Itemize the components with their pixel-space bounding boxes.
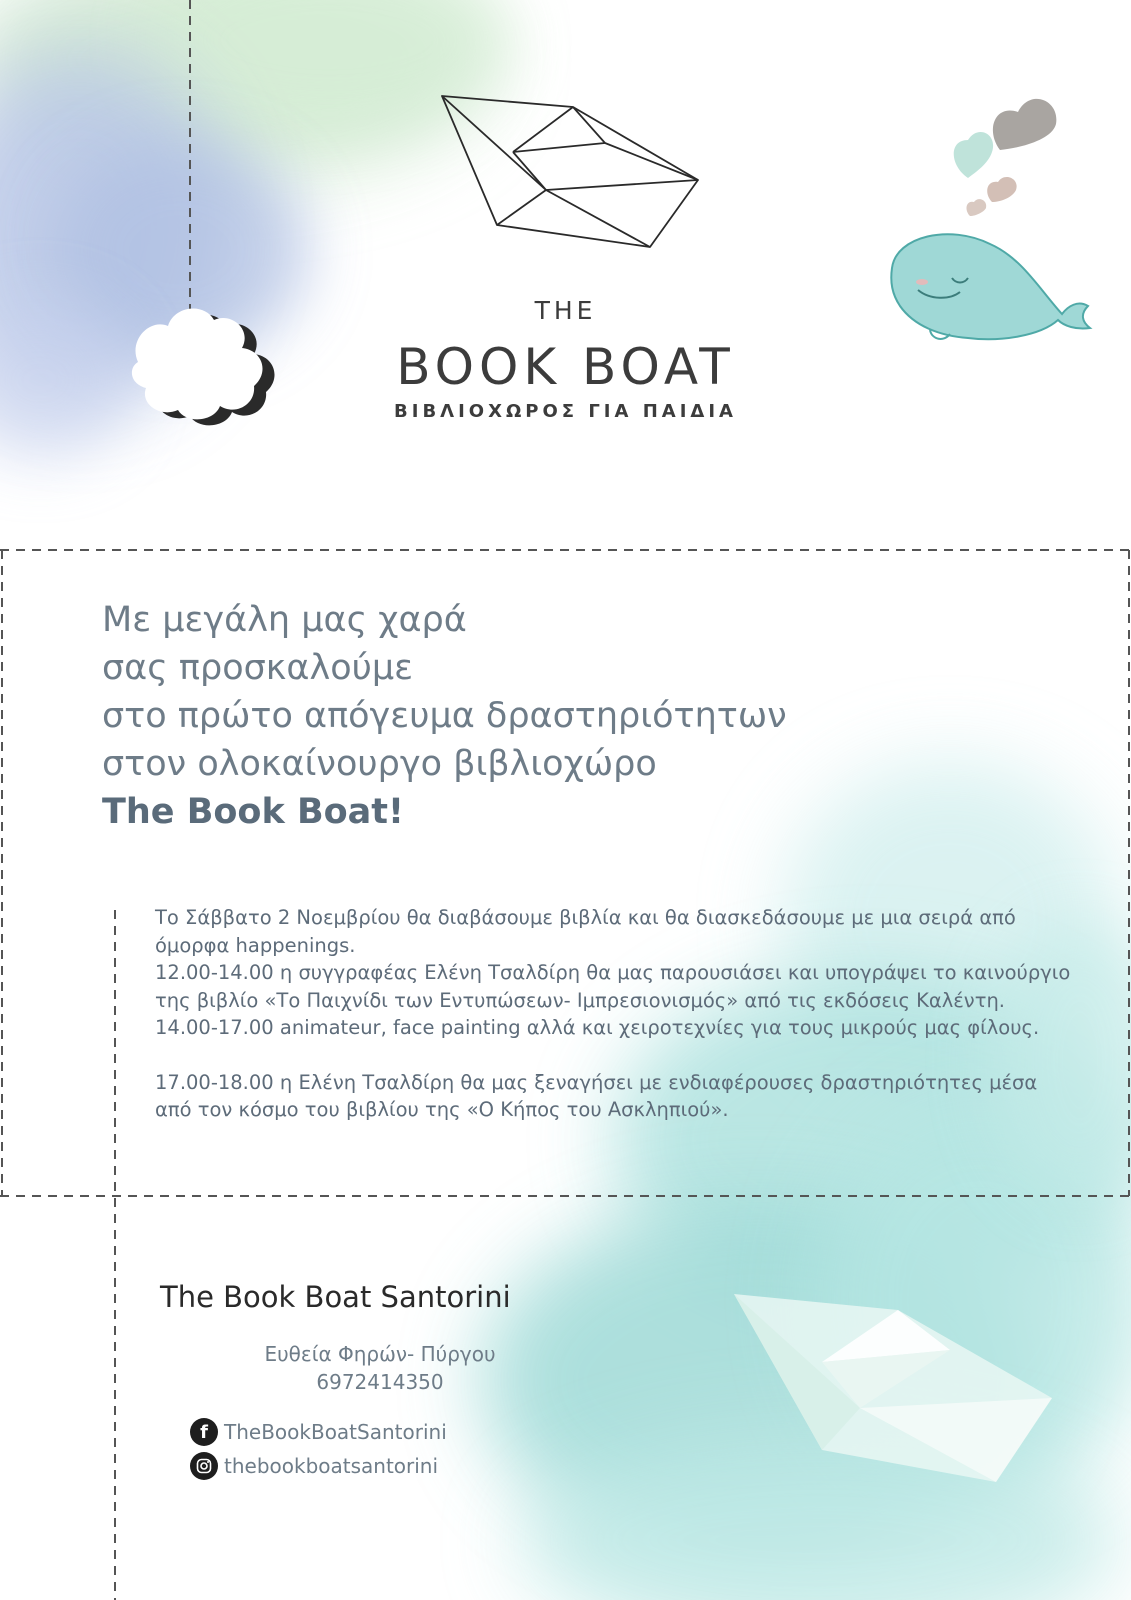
brand-subtitle: ΒΙΒΛΙΟΧΩΡΟΣ ΓΙΑ ΠΑΙΔΙΑ	[394, 401, 737, 422]
brand-the: THE	[534, 296, 597, 325]
invitation-line: στον ολοκαίνουργο βιβλιοχώρο	[102, 744, 657, 784]
event-details	[155, 904, 1075, 1124]
facebook-icon: f	[190, 1418, 218, 1446]
invitation-line: σας προσκαλούμε	[102, 648, 414, 688]
hearts-icon	[954, 99, 1057, 216]
invitation-text	[102, 596, 787, 836]
details-paragraph: 17.00-18.00 η Ελένη Τσαλδίρη θα μας ξεναγήσει με ενδιαφέρουσες δραστηριότητες μέσα από τον κόσμο του βιβλίου της «Ο Κήπος του Ασκληπιού».	[155, 1070, 1038, 1121]
venue-name: The Book Boat Santorini	[160, 1280, 511, 1314]
invitation-highlight: The Book Boat!	[102, 792, 404, 832]
instagram-icon	[190, 1452, 218, 1480]
address: Ευθεία Φηρών- Πύργου	[264, 1342, 496, 1366]
details-paragraph: 14.00-17.00 animateur, face painting αλλά και χειροτεχνίες για τους μικρούς μας φίλους.	[155, 1016, 1040, 1039]
instagram-handle: thebookboatsantorini	[224, 1454, 439, 1478]
brand-name: BOOK BOAT	[396, 338, 735, 396]
watercolor-bottom-right	[480, 760, 1131, 1600]
invitation-line: στο πρώτο απόγευμα δραστηριότητων	[102, 696, 787, 736]
paper-boat-logo	[442, 96, 698, 247]
facebook-link[interactable]	[190, 1418, 447, 1446]
details-paragraph: 12.00-14.00 η συγγραφέας Ελένη Τσαλδίρη θα μας παρουσιάσει και υπογράψει το καινούργιο της βιβλίο «Το Παιχνίδι των Εντυπώσεων- Ιμπρεσιονισμός» από τις εκδόσεις Καλέντη.	[155, 961, 1071, 1012]
address-block	[200, 1340, 560, 1396]
details-paragraph: Το Σάββατο 2 Νοεμβρίου θα διαβάσουμε βιβλία και θα διασκεδάσουμε με μια σειρά από όμορφα happenings.	[155, 906, 1016, 957]
phone: 6972414350	[316, 1370, 444, 1394]
invitation-line: Με μεγάλη μας χαρά	[102, 600, 467, 640]
instagram-link[interactable]	[190, 1452, 438, 1480]
facebook-handle: TheBookBoatSantorini	[224, 1420, 447, 1444]
